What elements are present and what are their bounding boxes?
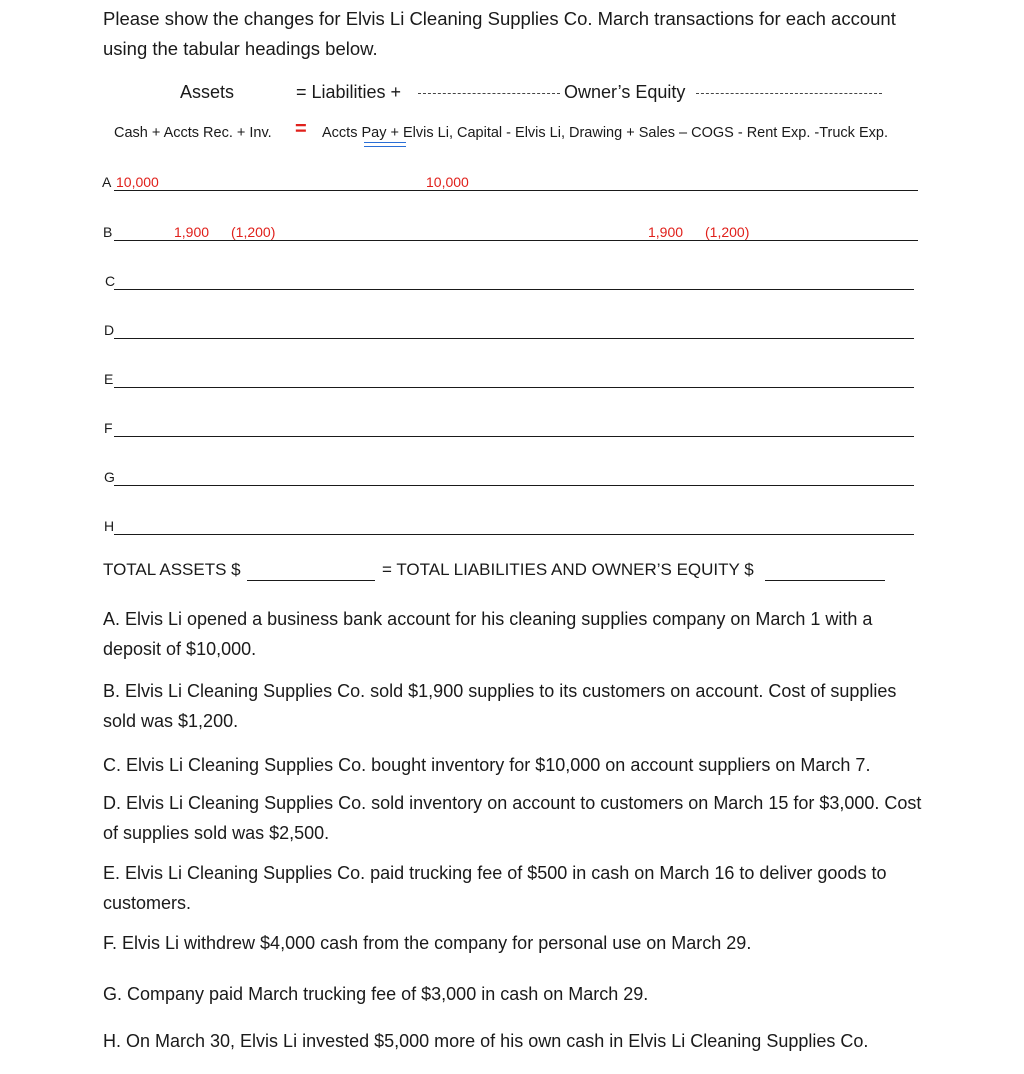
assets-accounts-heading: Cash + Accts Rec. + Inv. bbox=[114, 125, 272, 141]
liabilities-heading: = Liabilities + bbox=[296, 82, 402, 102]
row-b-inv: (1,200) bbox=[231, 224, 276, 240]
row-label-d: D bbox=[104, 322, 115, 338]
assets-heading: Assets bbox=[180, 82, 235, 102]
accts-pay-prefix: Accts bbox=[322, 125, 362, 141]
transaction-a: A. Elvis Li opened a business bank account for his cleaning supplies company on March 1 with a deposit of $10,000. bbox=[103, 609, 873, 659]
row-b-cogs: (1,200) bbox=[705, 224, 750, 240]
row-d-line[interactable] bbox=[114, 338, 914, 339]
double-underline bbox=[364, 142, 406, 147]
row-label-c: C bbox=[105, 273, 116, 289]
row-g-line[interactable] bbox=[114, 485, 914, 486]
accts-pay-underlined: Pay bbox=[361, 125, 387, 141]
row-label-a: A bbox=[102, 174, 112, 190]
row-label-h: H bbox=[104, 518, 115, 534]
total-liab-equity-label: = TOTAL LIABILITIES AND OWNER’S EQUITY $ bbox=[382, 560, 754, 579]
total-assets-blank[interactable] bbox=[247, 580, 375, 581]
row-c-line[interactable] bbox=[114, 289, 914, 290]
equals-sign: = bbox=[295, 118, 307, 140]
transaction-e: E. Elvis Li Cleaning Supplies Co. paid trucking fee of $500 in cash on March 16 to deliver goods to customers. bbox=[103, 863, 887, 913]
transaction-c: C. Elvis Li Cleaning Supplies Co. bought inventory for $10,000 on account suppliers on March 7. bbox=[103, 755, 871, 775]
transaction-g: G. Company paid March trucking fee of $3,000 in cash on March 29. bbox=[103, 984, 649, 1004]
row-h-line[interactable] bbox=[114, 534, 914, 535]
transaction-h: H. On March 30, Elvis Li invested $5,000 more of his own cash in Elvis Li Cleaning Supplies Co. bbox=[103, 1031, 869, 1051]
row-b-accts-rec: 1,900 bbox=[174, 224, 210, 240]
row-b-line[interactable] bbox=[114, 240, 918, 241]
row-b-sales: 1,900 bbox=[648, 224, 684, 240]
row-f-line[interactable] bbox=[114, 436, 914, 437]
row-label-b: B bbox=[103, 224, 113, 240]
row-label-f: F bbox=[104, 420, 113, 436]
row-label-g: G bbox=[104, 469, 115, 485]
liab-equity-accounts-heading bbox=[322, 125, 888, 141]
row-a-cash: 10,000 bbox=[116, 174, 159, 190]
equity-dashes-right bbox=[696, 93, 882, 94]
transaction-f: F. Elvis Li withdrew $4,000 cash from the company for personal use on March 29. bbox=[103, 933, 752, 953]
row-a-capital: 10,000 bbox=[426, 174, 469, 190]
total-assets-label: TOTAL ASSETS $ bbox=[103, 560, 241, 579]
owners-equity-heading: Owner’s Equity bbox=[564, 82, 686, 102]
row-label-e: E bbox=[104, 371, 114, 387]
row-e-line[interactable] bbox=[114, 387, 914, 388]
transaction-d: D. Elvis Li Cleaning Supplies Co. sold inventory on account to customers on March 15 for $3,000. Cost of supplies sold was $2,500. bbox=[103, 793, 922, 843]
total-liab-equity-blank[interactable] bbox=[765, 580, 885, 581]
transaction-b: B. Elvis Li Cleaning Supplies Co. sold $1,900 supplies to its customers on account. Cost of supplies sold was $1,200. bbox=[103, 681, 897, 731]
equity-dashes-left bbox=[418, 93, 560, 94]
instructions-text: Please show the changes for Elvis Li Cleaning Supplies Co. March transactions for each account using the tabular headings below. bbox=[103, 8, 896, 59]
row-a-line[interactable] bbox=[114, 190, 918, 191]
equity-accounts: + Elvis Li, Capital - Elvis Li, Drawing + Sales – COGS - Rent Exp. -Truck Exp. bbox=[386, 125, 888, 141]
